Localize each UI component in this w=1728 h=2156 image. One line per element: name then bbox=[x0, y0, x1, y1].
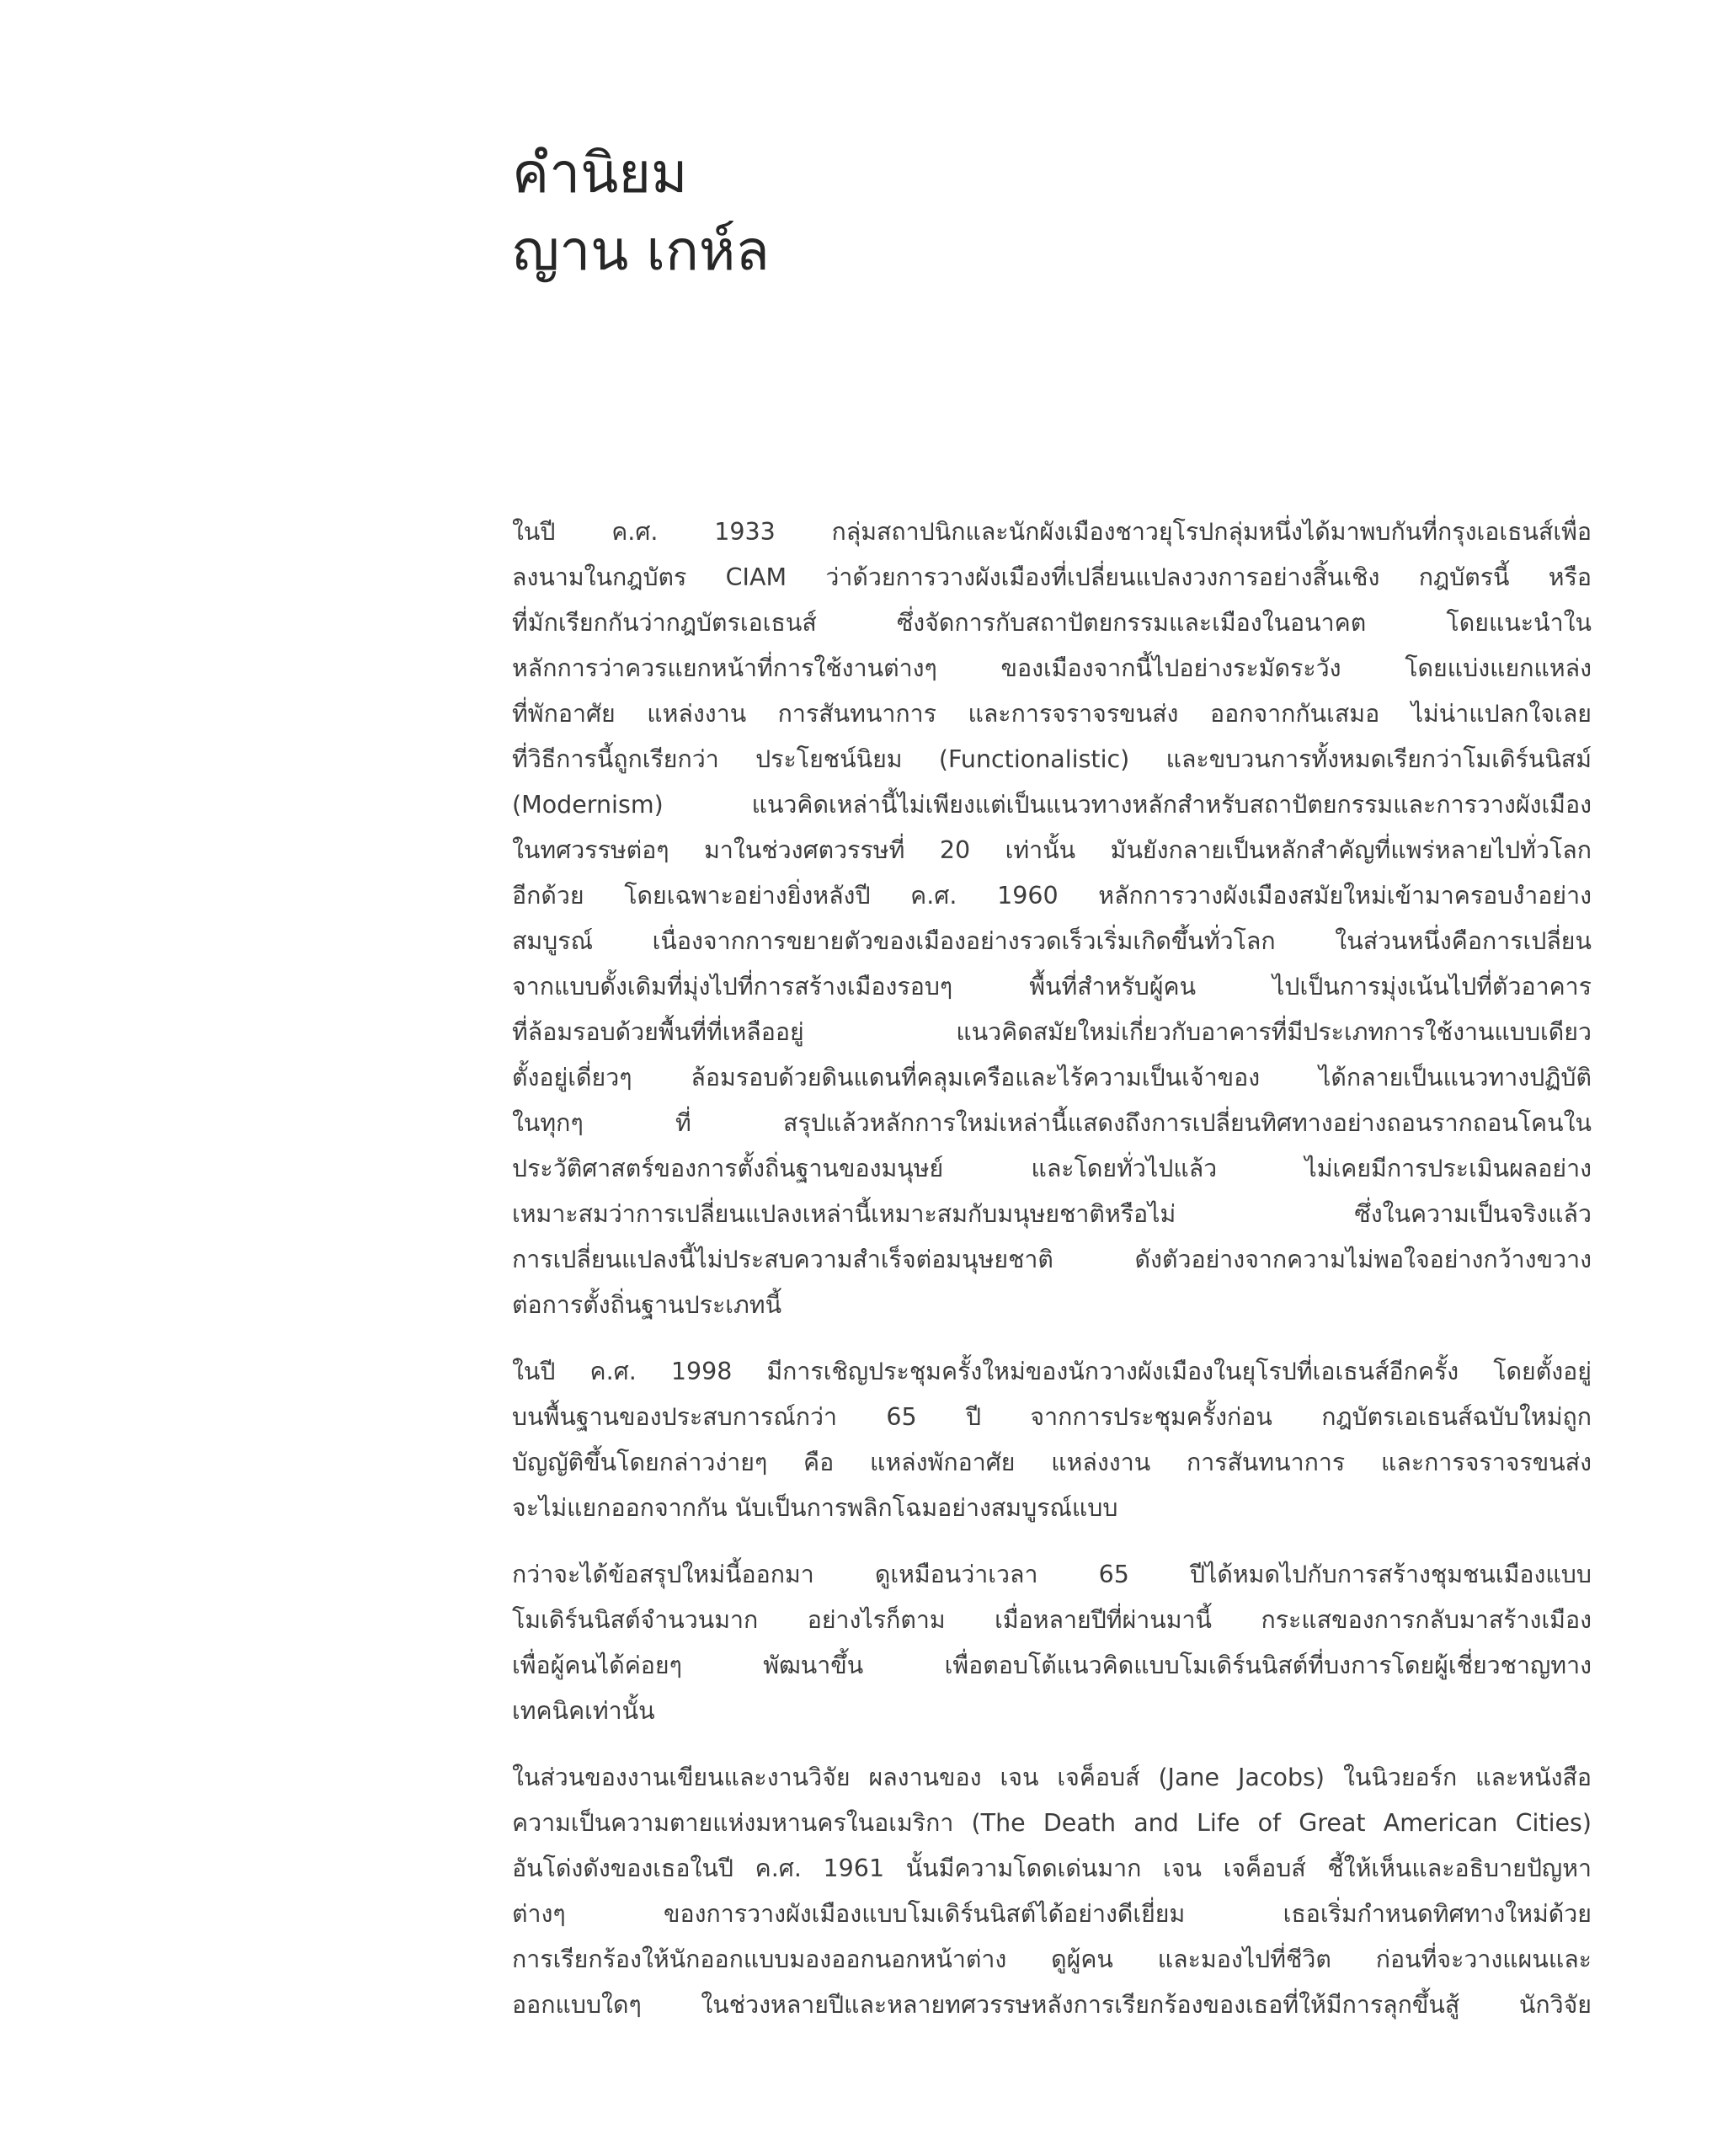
text-line: ที่พักอาศัย แหล่งงาน การสันทนาการ และการจราจรขนส่ง ออกจากกันเสมอ ไม่น่าแปลกใจเลย bbox=[512, 700, 1592, 728]
author-name: ญาน เกห์ล bbox=[512, 218, 770, 283]
body-text bbox=[512, 510, 1592, 2049]
text-line: โมเดิร์นนิสต์จำนวนมาก อย่างไรก็ตาม เมื่อหลายปีที่ผ่านมานี้ กระแสของการกลับมาสร้างเมือง bbox=[512, 1606, 1592, 1634]
text-line: จากแบบดั้งเดิมที่มุ่งไปที่การสร้างเมืองรอบๆ พื้นที่สำหรับผู้คน ไปเป็นการมุ่งเน้นไปที่ตัวอาคาร bbox=[512, 973, 1592, 1001]
text-line: อีกด้วย โดยเฉพาะอย่างยิ่งหลังปี ค.ศ. 1960 หลักการวางผังเมืองสมัยใหม่เข้ามาครอบงำอย่าง bbox=[512, 882, 1592, 910]
text-line: ลงนามในกฎบัตร CIAM ว่าด้วยการวางผังเมืองที่เปลี่ยนแปลงวงการอย่างสิ้นเชิง กฎบัตรนี้ หรือ bbox=[512, 563, 1592, 591]
text-line: ที่ล้อมรอบด้วยพื้นที่ที่เหลืออยู่ แนวคิดสมัยใหม่เกี่ยวกับอาคารที่มีประเภทการใช้งานแบบเดียว bbox=[512, 1018, 1592, 1046]
text-line: กว่าจะได้ข้อสรุปใหม่นี้ออกมา ดูเหมือนว่าเวลา 65 ปีได้หมดไปกับการสร้างชุมชนเมืองแบบ bbox=[512, 1561, 1592, 1588]
paragraph-1 bbox=[512, 510, 1592, 1328]
paragraph-4 bbox=[512, 1755, 1592, 2028]
text-line: เทคนิคเท่านั้น bbox=[512, 1697, 655, 1725]
text-line: ต่างๆ ของการวางผังเมืองแบบโมเดิร์นนิสต์ได้อย่างดีเยี่ยม เธอเริ่มกำหนดทิศทางใหม่ด้วย bbox=[512, 1900, 1592, 1928]
text-line: สมบูรณ์ เนื่องจากการขยายตัวของเมืองอย่างรวดเร็วเริ่มเกิดขึ้นทั่วโลก ในส่วนหนึ่งคือการเปลี่ยน bbox=[512, 927, 1592, 955]
text-line: หลักการว่าควรแยกหน้าที่การใช้งานต่างๆ ของเมืองจากนี้ไปอย่างระมัดระวัง โดยแบ่งแยกแหล่ง bbox=[512, 654, 1592, 682]
text-line: ออกแบบใดๆ ในช่วงหลายปีและหลายทศวรรษหลังการเรียกร้องของเธอที่ให้มีการลุกขึ้นสู้ นักวิจัย bbox=[512, 1991, 1592, 2019]
text-line: ในปี ค.ศ. 1998 มีการเชิญประชุมครั้งใหม่ของนักวางผังเมืองในยุโรปที่เอเธนส์อีกครั้ง โดยตั้งอยู่ bbox=[512, 1358, 1592, 1385]
text-line: ความเป็นความตายแห่งมหานครในอเมริกา (The Death and Life of Great American Cities) bbox=[512, 1809, 1592, 1837]
text-line: อันโด่งดังของเธอในปี ค.ศ. 1961 นั้นมีความโดดเด่นมาก เจน เจค็อบส์ ชี้ให้เห็นและอธิบายปัญหา bbox=[512, 1854, 1592, 1882]
text-line: ในทุกๆ ที่ สรุปแล้วหลักการใหม่เหล่านี้แสดงถึงการเปลี่ยนทิศทางอย่างถอนรากถอนโคนใน bbox=[512, 1109, 1592, 1137]
text-line: เพื่อผู้คนได้ค่อยๆ พัฒนาขึ้น เพื่อตอบโต้แนวคิดแบบโมเดิร์นนิสต์ที่บงการโดยผู้เชี่ยวชาญทาง bbox=[512, 1652, 1592, 1679]
text-line: เหมาะสมว่าการเปลี่ยนแปลงเหล่านี้เหมาะสมกับมนุษยชาติหรือไม่ ซึ่งในความเป็นจริงแล้ว bbox=[512, 1200, 1592, 1228]
page-title bbox=[512, 135, 1607, 290]
text-line: ตั้งอยู่เดี่ยวๆ ล้อมรอบด้วยดินแดนที่คลุมเครือและไร้ความเป็นเจ้าของ ได้กลายเป็นแนวทางปฏิบัติ bbox=[512, 1064, 1592, 1091]
text-line: ที่วิธีการนี้ถูกเรียกว่า ประโยชน์นิยม (Functionalistic) และขบวนการทั้งหมดเรียกว่าโมเดิร์นนิสม์ bbox=[512, 745, 1592, 773]
text-line: ประวัติศาสตร์ของการตั้งถิ่นฐานของมนุษย์ และโดยทั่วไปแล้ว ไม่เคยมีการประเมินผลอย่าง bbox=[512, 1155, 1592, 1182]
text-line: ในส่วนของงานเขียนและงานวิจัย ผลงานของ เจน เจค็อบส์ (Jane Jacobs) ในนิวยอร์ก และหนังสือ bbox=[512, 1764, 1592, 1791]
text-line: บนพื้นฐานของประสบการณ์กว่า 65 ปี จากการประชุมครั้งก่อน กฎบัตรเอเธนส์ฉบับใหม่ถูก bbox=[512, 1403, 1592, 1431]
text-line: ในปี ค.ศ. 1933 กลุ่มสถาปนิกและนักผังเมืองชาวยุโรปกลุ่มหนึ่งได้มาพบกันที่กรุงเอเธนส์เพื่อ bbox=[512, 518, 1592, 546]
paragraph-3 bbox=[512, 1552, 1592, 1734]
text-line: การเรียกร้องให้นักออกแบบมองออกนอกหน้าต่าง ดูผู้คน และมองไปที่ชีวิต ก่อนที่จะวางแผนและ bbox=[512, 1945, 1592, 1973]
text-line: (Modernism) แนวคิดเหล่านี้ไม่เพียงแต่เป็นแนวทางหลักสำหรับสถาปัตยกรรมและการวางผังเมือง bbox=[512, 791, 1592, 819]
title-heading: คำนิยม bbox=[512, 141, 688, 205]
text-line: บัญญัติขึ้นโดยกล่าวง่ายๆ คือ แหล่งพักอาศัย แหล่งงาน การสันทนาการ และการจราจรขนส่ง bbox=[512, 1449, 1592, 1476]
text-line: ในทศวรรษต่อๆ มาในช่วงศตวรรษที่ 20 เท่านั้น มันยังกลายเป็นหลักสำคัญที่แพร่หลายไปทั่วโลก bbox=[512, 836, 1592, 864]
paragraph-2 bbox=[512, 1349, 1592, 1531]
text-line: การเปลี่ยนแปลงนี้ไม่ประสบความสำเร็จต่อมนุษยชาติ ดังตัวอย่างจากความไม่พอใจอย่างกว้างขวาง bbox=[512, 1246, 1592, 1273]
text-line: ต่อการตั้งถิ่นฐานประเภทนี้ bbox=[512, 1291, 782, 1319]
text-line: ที่มักเรียกกันว่ากฎบัตรเอเธนส์ ซึ่งจัดการกับสถาปัตยกรรมและเมืองในอนาคต โดยแนะนำใน bbox=[512, 609, 1592, 637]
text-line: จะไม่แยกออกจากกัน นับเป็นการพลิกโฉมอย่างสมบูรณ์แบบ bbox=[512, 1494, 1118, 1522]
